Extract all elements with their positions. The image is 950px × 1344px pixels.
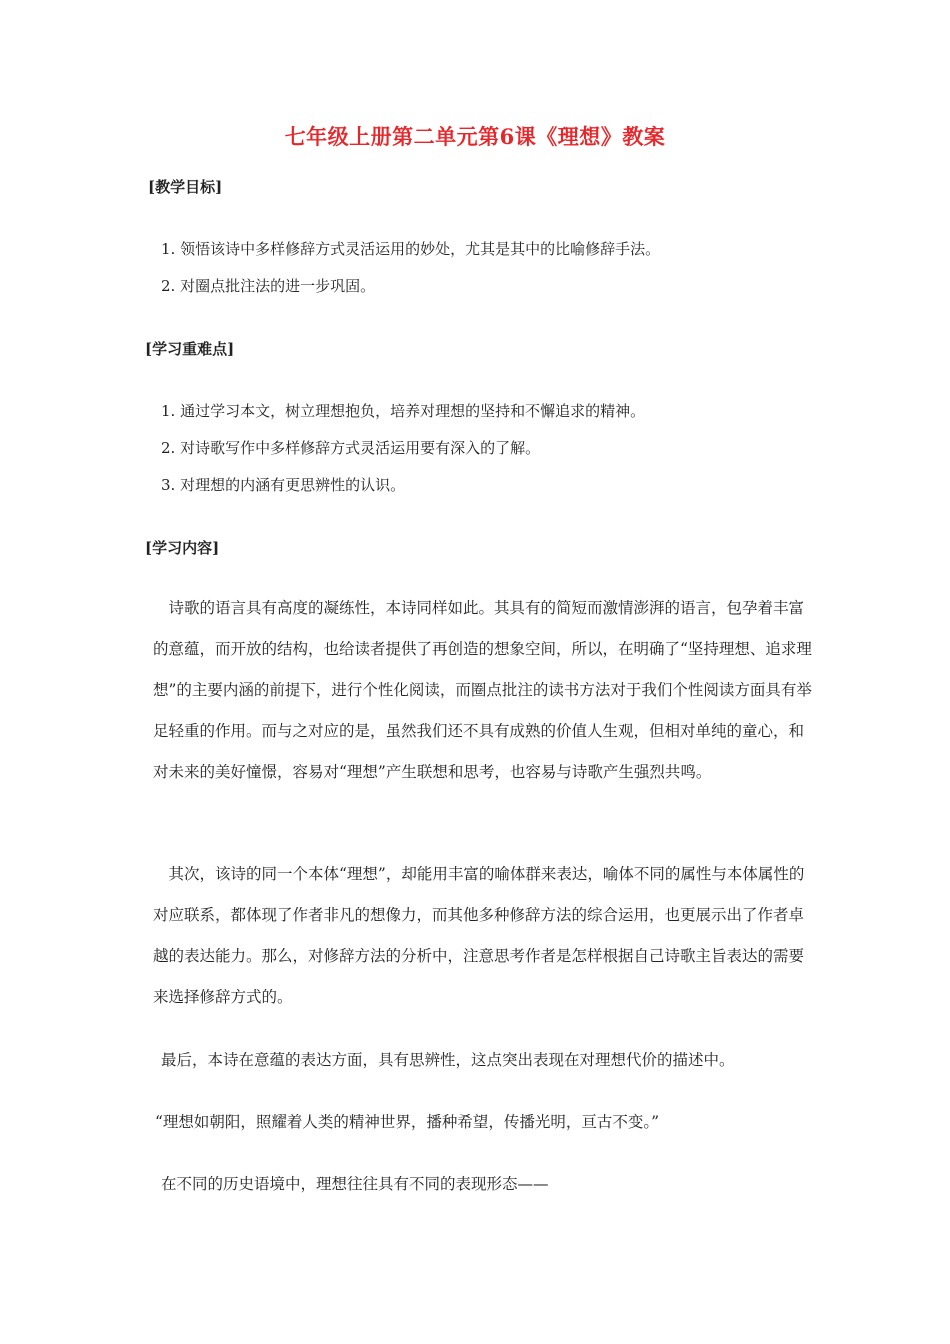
section-heading-study-content: [学习内容] [145, 539, 220, 557]
document-title: 七年级上册第二单元第6课《理想》教案 [284, 124, 666, 149]
list-item: 2. 对诗歌写作中多样修辞方式灵活运用要有深入的了解。 [161, 439, 541, 457]
body-paragraph: 最后，本诗在意蕴的表达方面，具有思辨性，这点突出表现在对理想代价的描述中。 [161, 1051, 735, 1069]
section-heading-key-points: [学习重难点] [145, 340, 235, 358]
body-paragraph: 其次，该诗的同一个本体“理想”，却能用丰富的喻体群来表达，喻体不同的属性与本体属性的对应联系，都体现了作者非凡的想像力，而其他多种修辞方法的综合运用，也更展示出了作者卓越的表达能力。那么，对修辞方法的分析中，注意思考作者是怎样根据自己诗歌主旨表达的需要来选择修辞方式的。 [153, 865, 805, 1006]
list-item: 1. 通过学习本文，树立理想抱负，培养对理想的坚持和不懈追求的精神。 [161, 402, 646, 420]
body-paragraph: 诗歌的语言具有高度的凝练性，本诗同样如此。其具有的简短而激情澎湃的语言，包孕着丰富的意蕴，而开放的结构，也给读者提供了再创造的想象空间，所以，在明确了“坚持理想、追求理想”的主要内涵的前提下，进行个性化阅读，而圈点批注的读书方法对于我们个性阅读方面具有举足轻重的作用。而与之对应的是，虽然我们还不具有成熟的价值人生观，但相对单纯的童心，和对未来的美好憧憬，容易对“理想”产生联想和思考，也容易与诗歌产生强烈共鸣。 [153, 599, 812, 781]
body-paragraph: 在不同的历史语境中，理想往往具有不同的表现形态—— [161, 1175, 549, 1193]
list-item: 2. 对圈点批注法的进一步巩固。 [161, 277, 376, 295]
list-item: 3. 对理想的内涵有更思辨性的认识。 [161, 476, 406, 494]
quotation: “理想如朝阳，照耀着人类的精神世界，播种希望，传播光明，亘古不变。” [155, 1113, 660, 1131]
section-heading-teaching-goals: [教学目标] [148, 178, 223, 196]
list-item: 1. 领悟该诗中多样修辞方式灵活运用的妙处，尤其是其中的比喻修辞手法。 [161, 240, 661, 258]
